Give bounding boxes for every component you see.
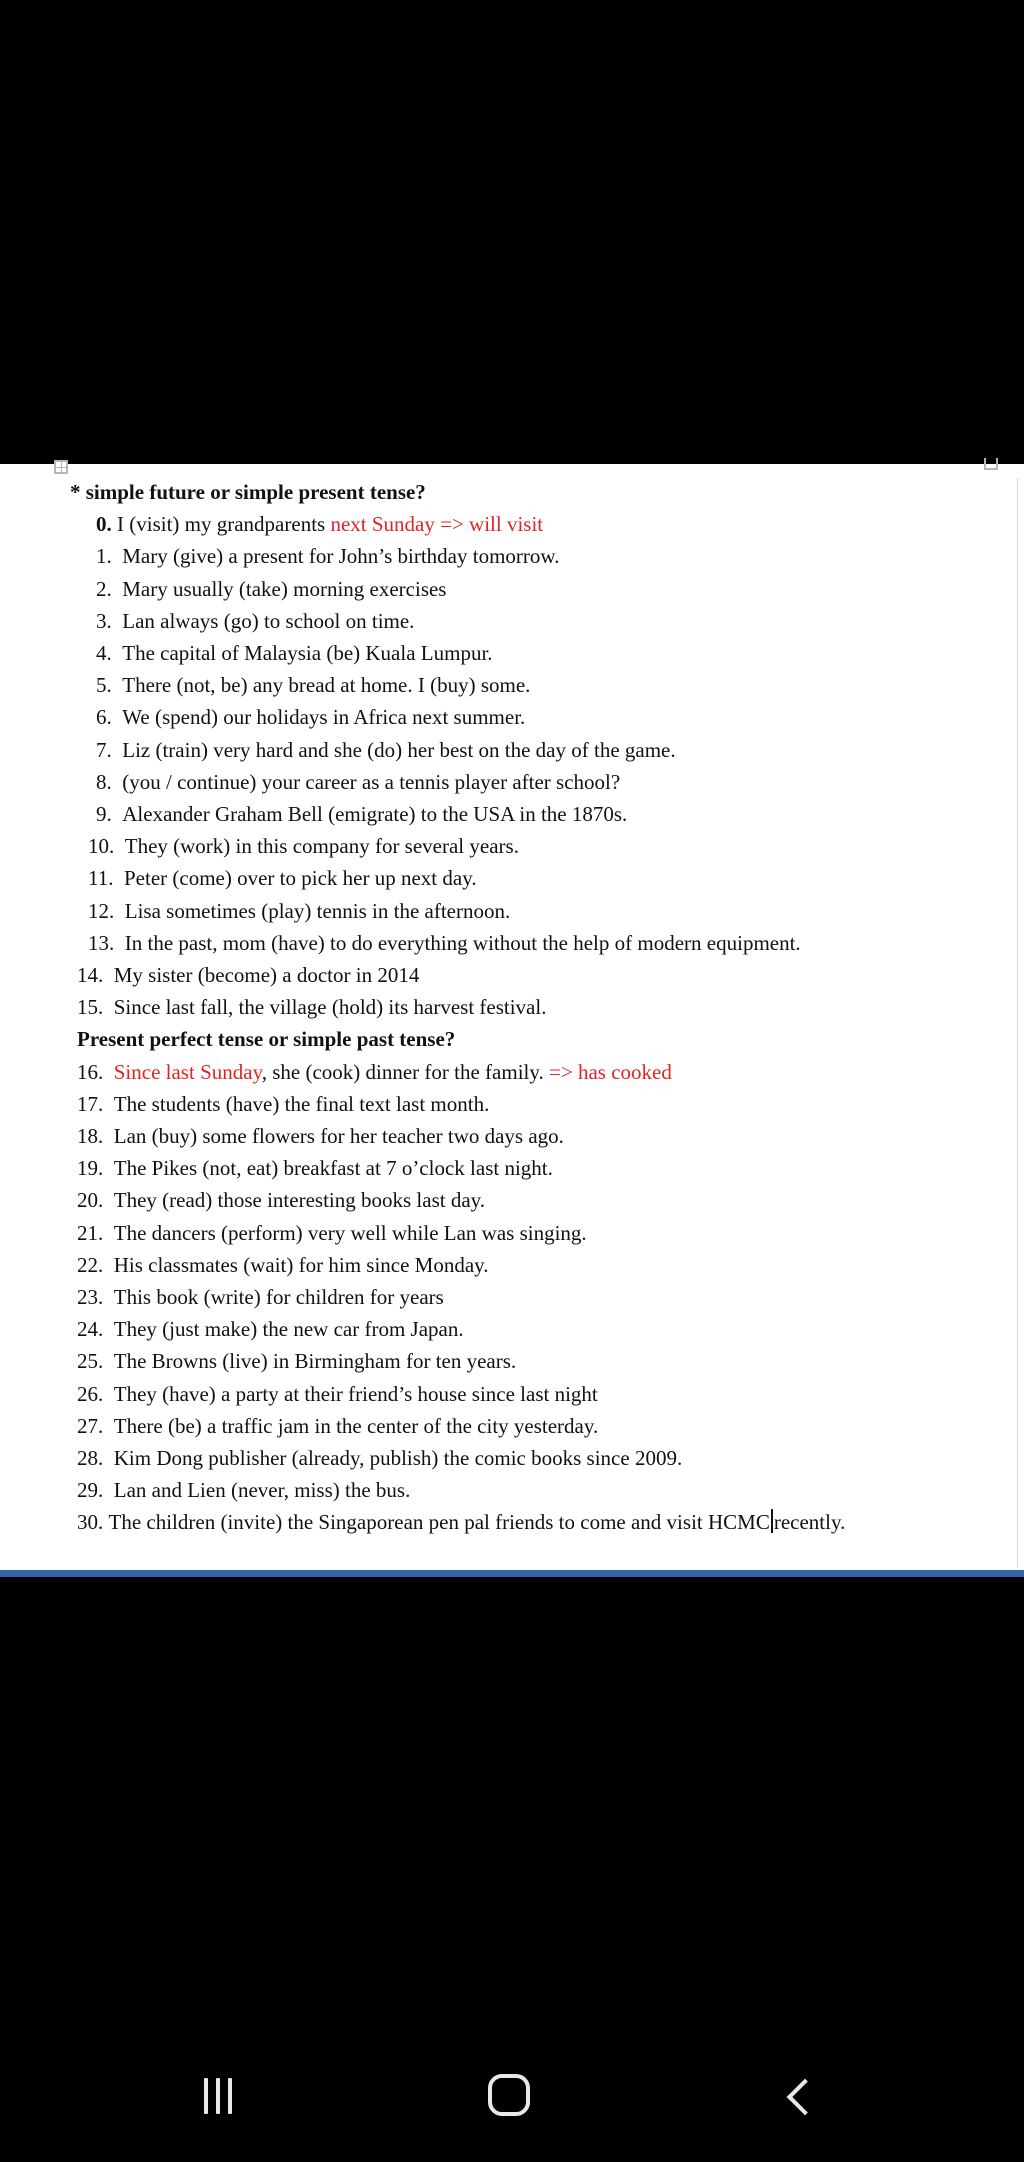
item-number: 26. <box>77 1381 104 1406</box>
android-nav-bar <box>0 2040 1024 2162</box>
item-number: 6. <box>96 705 112 730</box>
item-number: 5. <box>96 673 112 698</box>
item-text: The dancers (perform) very well while Lan was singing. <box>113 1220 587 1245</box>
item-text: They (read) those interesting books last day. <box>113 1188 486 1213</box>
item-text: , she (cook) dinner for the family. <box>261 1059 550 1084</box>
item-text: Lan (buy) some flowers for her teacher two days ago. <box>113 1124 564 1148</box>
item-number: 15. <box>77 995 104 1020</box>
item-text: They (have) a party at their friend’s house since last night <box>113 1381 598 1406</box>
item-text: Since last fall, the village (hold) its harvest festival. <box>113 995 547 1020</box>
table-resize-corner-icon[interactable] <box>984 458 998 470</box>
list-item[interactable] <box>77 1217 587 1249</box>
list-item[interactable] <box>77 1281 444 1313</box>
item-text: The capital of Malaysia (be) Kuala Lumpur. <box>122 641 493 665</box>
item-number: 9. <box>96 802 112 826</box>
item-number: 13. <box>88 930 115 955</box>
item-number: 12. <box>88 898 115 923</box>
item-number: 8. <box>96 769 112 794</box>
list-item[interactable] <box>77 1378 598 1410</box>
text-cursor <box>771 1509 773 1533</box>
item-text: My sister (become) a doctor in 2014 <box>113 963 420 987</box>
list-item[interactable] <box>96 701 525 733</box>
item-number: 21. <box>77 1220 104 1245</box>
item-text: Liz (train) very hard and she (do) her best on the day of the game. <box>122 737 676 762</box>
list-item[interactable] <box>77 1152 553 1184</box>
item-text: Peter (come) over to pick her up next day. <box>123 866 477 891</box>
list-item[interactable] <box>77 1506 845 1538</box>
item-text: (you / continue) your career as a tennis player after school? <box>122 769 621 794</box>
item-text: Kim Dong publisher (already, publish) the comic books since 2009. <box>113 1446 683 1470</box>
item-text: There (be) a traffic jam in the center of the city yesterday. <box>113 1413 599 1438</box>
item-number: 2. <box>96 576 112 601</box>
item-text: There (not, be) any bread at home. I (buy) some. <box>122 673 531 698</box>
item-number: 24. <box>77 1317 104 1342</box>
section-heading: Present perfect tense or simple past tense? <box>77 1027 456 1052</box>
list-item[interactable] <box>77 1313 464 1345</box>
list-item[interactable] <box>88 927 801 959</box>
list-item[interactable] <box>77 1056 672 1088</box>
item-text: The Pikes (not, eat) breakfast at 7 o’clock last night. <box>113 1156 553 1181</box>
list-item[interactable] <box>96 637 493 669</box>
item-text: Mary (give) a present for John’s birthday tomorrow. <box>122 544 560 569</box>
list-item[interactable] <box>77 991 546 1023</box>
recent-apps-icon[interactable] <box>204 2078 234 2114</box>
list-item[interactable] <box>96 540 559 572</box>
list-item[interactable] <box>88 895 510 927</box>
item-text: recently. <box>773 1510 846 1535</box>
item-number: 19. <box>77 1156 104 1181</box>
back-icon[interactable] <box>780 2074 820 2120</box>
item-number: 30. <box>77 1510 104 1535</box>
list-item[interactable] <box>96 766 620 798</box>
item-text: They (just make) the new car from Japan. <box>113 1317 464 1342</box>
table-move-handle-icon[interactable] <box>54 460 68 474</box>
item-number: 16. <box>77 1059 104 1084</box>
item-text: His classmates (wait) for him since Monday. <box>113 1252 489 1277</box>
item-number: 1. <box>96 544 112 569</box>
item-number: 28. <box>77 1446 104 1470</box>
home-icon[interactable] <box>488 2074 530 2116</box>
answer-text: => has cooked <box>549 1059 672 1084</box>
list-item[interactable] <box>77 1345 516 1377</box>
item-number: 14. <box>77 963 104 987</box>
item-number: 3. <box>96 608 112 633</box>
item-number: 7. <box>96 737 112 762</box>
item-text: Alexander Graham Bell (emigrate) to the USA in the 1870s. <box>122 802 628 826</box>
list-item[interactable] <box>77 1474 410 1506</box>
list-item[interactable] <box>88 830 519 862</box>
item-number: 18. <box>77 1124 104 1148</box>
item-number: 23. <box>77 1285 104 1309</box>
item-number: 10. <box>88 834 115 859</box>
item-number: 27. <box>77 1413 104 1438</box>
item-text: The Browns (live) in Birmingham for ten years. <box>113 1349 517 1374</box>
table-border <box>1017 478 1018 1568</box>
item-number: 20. <box>77 1188 104 1213</box>
item-text: Lan always (go) to school on time. <box>122 608 415 633</box>
list-item[interactable] <box>96 798 627 830</box>
list-item[interactable]: 0. I (visit) my grandparents next Sunday => will visit <box>96 512 544 536</box>
list-item[interactable] <box>77 1120 564 1152</box>
item-text: We (spend) our holidays in Africa next summer. <box>122 705 526 730</box>
item-number: 11. <box>88 866 114 891</box>
item-number: 25. <box>77 1349 104 1374</box>
section-heading: * simple future or simple present tense? <box>70 480 426 504</box>
answer-text: next Sunday => will visit <box>330 512 544 536</box>
item-text: Lisa sometimes (play) tennis in the afternoon. <box>124 898 511 923</box>
list-item[interactable] <box>96 605 414 637</box>
list-item[interactable] <box>88 862 477 894</box>
list-item[interactable] <box>77 1249 489 1281</box>
item-text: The students (have) the final text last month. <box>113 1091 490 1116</box>
item-number: 29. <box>77 1478 104 1503</box>
item-number: 4. <box>96 641 112 665</box>
list-item[interactable] <box>77 1184 485 1216</box>
list-item[interactable] <box>96 669 530 701</box>
list-item[interactable] <box>96 573 446 605</box>
item-text: The children (invite) the Singaporean pen pal friends to come and visit HCMC <box>108 1510 770 1535</box>
answer-text: Since last Sunday <box>113 1059 262 1084</box>
document-bottom-border <box>0 1570 1024 1577</box>
item-text: They (work) in this company for several years. <box>124 834 519 859</box>
list-item[interactable] <box>96 734 676 766</box>
item-number: 22. <box>77 1252 104 1277</box>
list-item[interactable] <box>77 1442 682 1474</box>
list-item[interactable] <box>77 959 419 991</box>
item-number: 17. <box>77 1091 104 1116</box>
item-text: This book (write) for children for years <box>113 1285 444 1309</box>
list-item[interactable] <box>77 1088 489 1120</box>
list-item[interactable] <box>77 1410 598 1442</box>
item-text: In the past, mom (have) to do everything without the help of modern equipment. <box>124 930 801 955</box>
item-text: Lan and Lien (never, miss) the bus. <box>113 1478 411 1503</box>
item-text: Mary usually (take) morning exercises <box>122 576 447 601</box>
